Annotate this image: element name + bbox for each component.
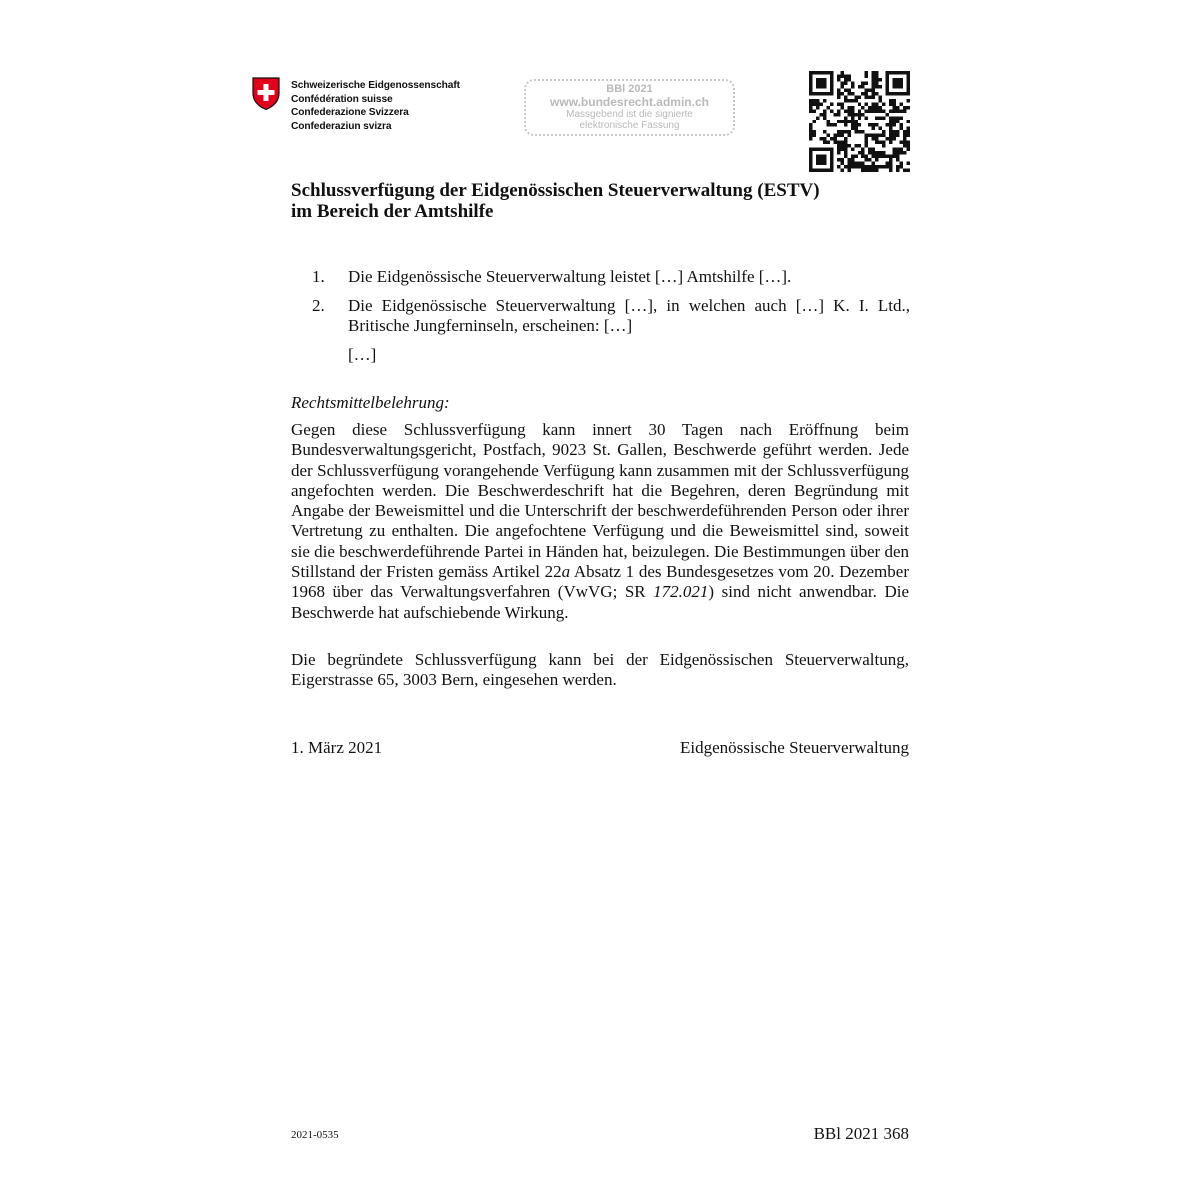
legal-remedy-text-2: Absatz 1 des Bundesgesetzes vom 20. Dezember 1968 über das Verwaltungsverfahren (VwVG; SR (291, 562, 909, 602)
list-ellipsis: […] (348, 345, 377, 364)
title-line-2: im Bereich der Amtshilfe (291, 201, 494, 222)
agency-name-it: Confederazione Svizzera (291, 107, 409, 118)
legal-remedy-text-1: Gegen diese Schlussverfügung kann innert 30 Tagen nach Eröffnung beim Bundesverwaltungsgericht, Postfach, 9023 St. Gallen, Beschwerde geführt werden. Jede der Schlussverfügung vorangehende Verfügung kann zusammen mit der Schlussverfügung angefochten werden. Die Beschwerdeschrift hat die Begehren, deren Begründung mit Angabe der Beweismittel und die Unterschrift der beschwerdeführenden Person oder ihrer Vertretung zu enthalten. Die angefochtene Verfügung und die Beweismittel sind, soweit sie die beschwerdeführende Partei in Händen hat, beizulegen. Die Bestimmungen über den Stillstand der Fristen gemäss Artikel 22 (291, 420, 909, 582)
list-item-1: Die Eidgenössische Steuerverwaltung leistet […] Amtshilfe […]. (348, 267, 792, 286)
agency-name-fr: Confédération suisse (291, 93, 393, 105)
inspection-paragraph: Die begründete Schlussverfügung kann bei der Eidgenössischen Steuerverwaltung, Eigerstrasse 65, 3003 Bern, eingesehen werden. (291, 650, 909, 690)
stamp-note-2: elektronische Fassung (579, 120, 680, 131)
qr-code-icon (809, 71, 910, 172)
stamp-note-1: Massgebend ist die signierte (566, 109, 693, 120)
list-item-2-line-1: Die Eidgenössische Steuerverwaltung […], in welchen auch […] K. I. Ltd., (348, 296, 910, 315)
agency-name-de: Schweizerische Eidgenossenschaft (291, 80, 460, 91)
document-title (291, 180, 820, 222)
document-date: 1. März 2021 (291, 738, 383, 757)
legal-remedy-paragraph (291, 420, 909, 623)
bbl-reference: BBl 2021 368 (813, 1124, 909, 1143)
title-line-1: Schlussverfügung der Eidgenössischen Steuerverwaltung (ESTV) (291, 180, 820, 201)
swiss-coat-of-arms-icon (251, 76, 281, 111)
legal-remedy-heading: Rechtsmittelbelehrung: (291, 393, 450, 412)
list-number-2: 2. (312, 296, 325, 315)
stamp-url: www.bundesrecht.admin.ch (550, 95, 709, 109)
agency-name-block (291, 79, 460, 133)
stamp-bbl: BBl 2021 (606, 83, 653, 95)
issuing-authority: Eidgenössische Steuerverwaltung (680, 738, 909, 757)
publication-stamp (524, 79, 735, 136)
legal-remedy-sr-number: 172.021 (653, 582, 709, 602)
document-id: 2021-0535 (291, 1129, 339, 1141)
legal-remedy-italic-a: a (561, 562, 571, 582)
agency-name-rm: Confederaziun svizra (291, 120, 392, 132)
list-item-2-line-2: Britische Jungferninseln, erscheinen: […] (348, 316, 633, 335)
list-number-1: 1. (312, 267, 325, 286)
legal-remedy-text-3: ) sind nicht anwendbar. Die Beschwerde hat aufschiebende Wirkung. (291, 582, 909, 622)
list-item-2 (348, 296, 910, 336)
